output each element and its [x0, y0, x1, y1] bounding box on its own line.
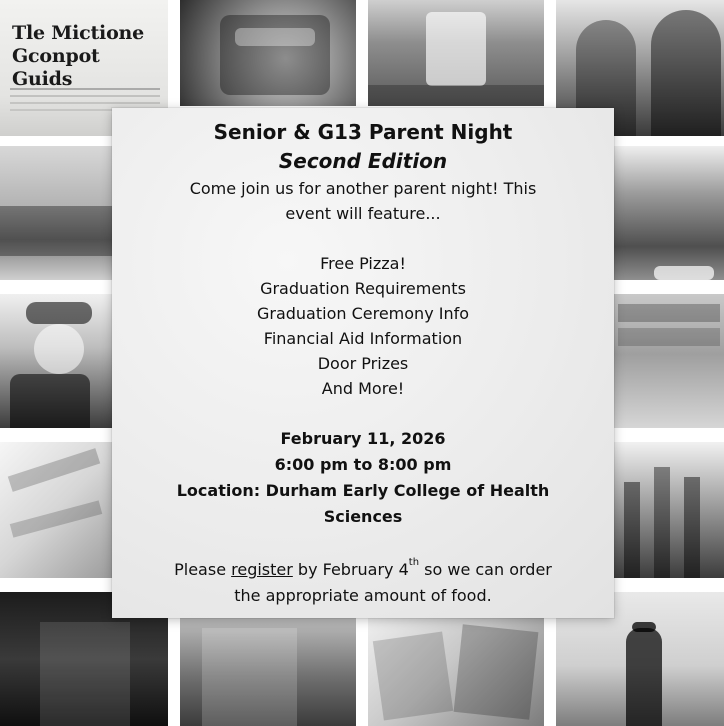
- feature-item: Graduation Requirements: [260, 279, 466, 298]
- feature-item: Door Prizes: [317, 354, 409, 373]
- registration-suffix: so we can order: [419, 560, 552, 579]
- event-flyer: [112, 108, 614, 618]
- event-time: 6:00 pm to 8:00 pm: [274, 455, 452, 474]
- collage-forest-photo: [614, 442, 724, 578]
- feature-item: And More!: [321, 379, 405, 398]
- collage-old-man-photo: [0, 294, 112, 428]
- feature-item: Free Pizza!: [320, 254, 406, 273]
- event-location-line1: Location: Durham Early College of Health: [176, 481, 550, 500]
- collage-newspapers-photo: [0, 442, 112, 578]
- register-link[interactable]: register: [231, 560, 293, 579]
- intro-line-2: event will feature...: [285, 204, 441, 223]
- collage-newspapers-pile-photo: [368, 618, 544, 726]
- collage-building-photo: [0, 146, 112, 280]
- registration-deadline: by February 4: [292, 560, 409, 579]
- feature-item: Financial Aid Information: [263, 329, 463, 348]
- newspaper-headline-line2: Gconpot Guids: [12, 45, 100, 90]
- features-list: [112, 251, 614, 401]
- registration-line-2: the appropriate amount of food.: [234, 586, 492, 605]
- event-flyer-content: [112, 108, 614, 609]
- collage-trees-photo: [614, 146, 724, 280]
- event-details: [112, 426, 614, 530]
- registration-prefix: Please: [174, 560, 232, 579]
- intro-line-1: Come join us for another parent night! This: [189, 179, 537, 198]
- newspaper-headline-line1: Tle Mictione: [12, 22, 145, 44]
- event-date: February 11, 2026: [280, 429, 446, 448]
- event-location-line2: Sciences: [323, 507, 403, 526]
- collage-city-building-photo: [180, 618, 356, 726]
- registration-line-1: [112, 557, 614, 583]
- event-subtitle: Second Edition: [278, 149, 448, 173]
- registration-note: [112, 557, 614, 609]
- event-title: Senior & G13 Parent Night: [213, 120, 513, 144]
- collage-street-van-photo: [368, 0, 544, 106]
- feature-item: Graduation Ceremony Info: [256, 304, 470, 323]
- collage-newspaper-rack-photo: [614, 294, 724, 428]
- collage-phone-keypad-photo: [180, 0, 356, 106]
- registration-deadline-suffix: th: [408, 556, 420, 568]
